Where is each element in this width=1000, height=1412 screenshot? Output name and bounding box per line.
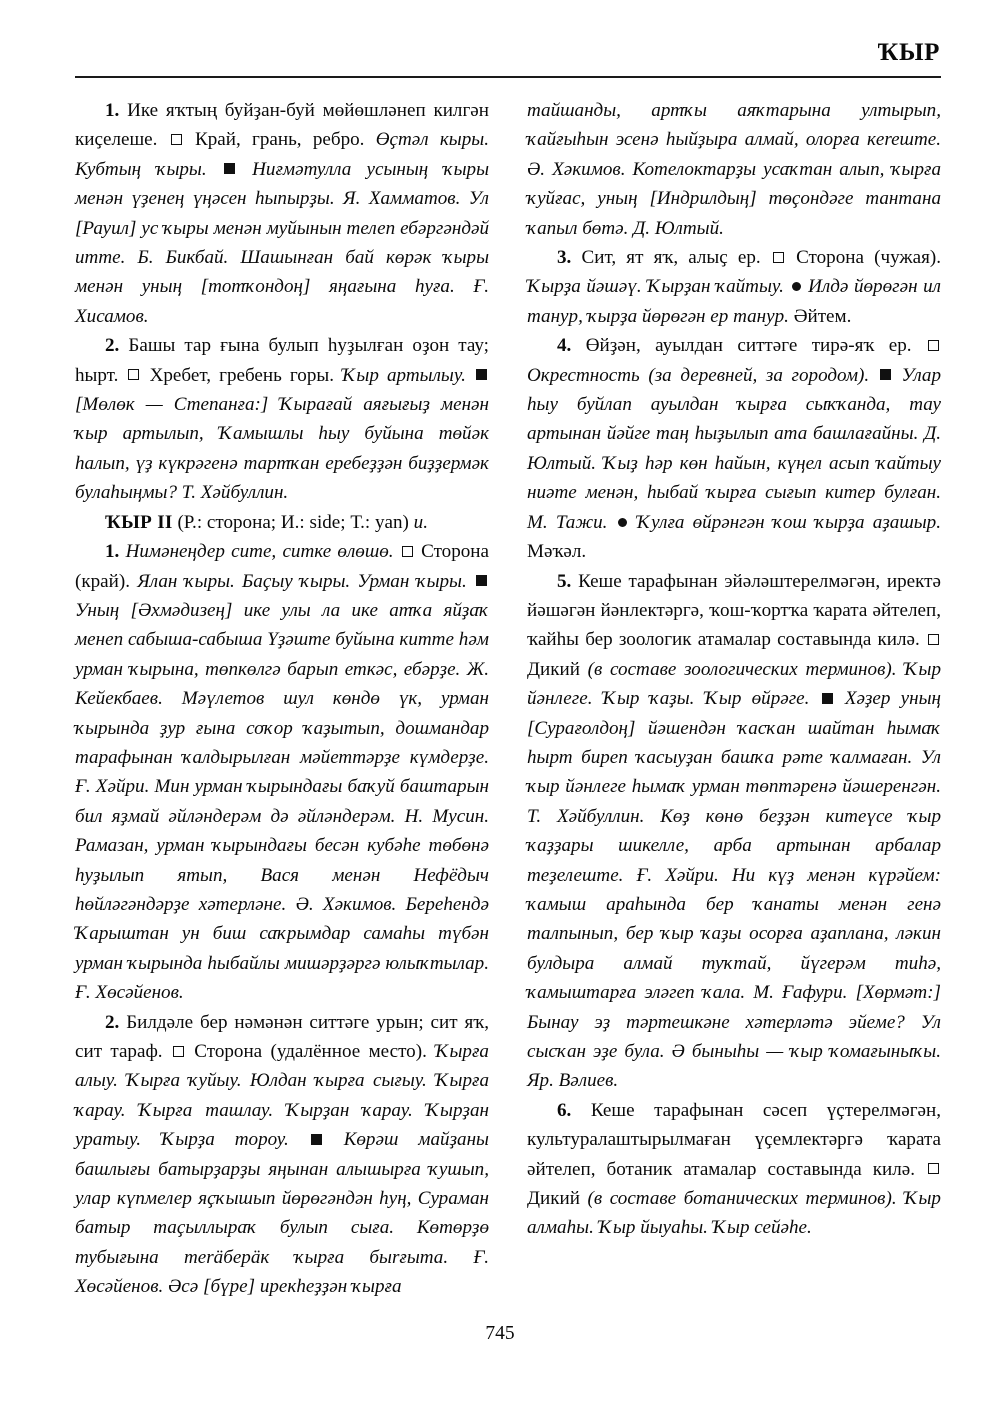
header-divider-rule (75, 76, 941, 78)
filled-square-marker-icon (476, 575, 487, 586)
sense-number: 5. (557, 570, 572, 592)
sense-number: 2. (105, 335, 120, 357)
body-columns (75, 96, 941, 1306)
bullet-dot-marker-icon (618, 518, 627, 527)
sense-definition: Кеше тарафынан сәсеп үҫтерелмәгән, культуралаштырылмаған үҫемлектәргә ҡарата әйтелеп, ботаник атамалар составында килә. (527, 1099, 941, 1180)
citations: Улар һыу буйлап ауылдан ҡырға сыҡҡанда, тау артынан йәйге таң һыҙылып ата башлағайны. Д. Юлтый. Ҡыҙ һәр көн һайын, күңел асып ҡайтыу ниәте менән, һыбай ҡырға сығып китер булған. М. Тажи. (527, 364, 942, 533)
collocations: Ҡыр артылыу. (342, 364, 466, 386)
filled-square-marker-icon (476, 369, 487, 380)
russian-gloss: Окрестность (за деревней, за городом). (527, 364, 870, 386)
filled-square-marker-icon (311, 1134, 322, 1145)
open-square-marker-icon (402, 546, 413, 557)
sense-entry (75, 331, 489, 507)
sense-entry (75, 537, 489, 1008)
sense-definition: Өйҙән, ауылдан ситтәге тирә-яҡ ер. (585, 335, 912, 357)
russian-gloss: Сторона (край). (75, 541, 490, 592)
open-square-marker-icon (928, 1163, 939, 1174)
sense-number: 1. (105, 100, 120, 121)
running-head (75, 38, 940, 72)
filled-square-marker-icon (822, 693, 833, 704)
open-square-marker-icon (173, 1046, 184, 1057)
collocations: Ҡырҙа йәшәү. Ҡырҙан ҡайтыу. (527, 276, 784, 298)
sense-number: 2. (105, 1011, 120, 1033)
sense-number: 3. (557, 247, 572, 269)
collocations: Өҫтәл кыры. Кубтың ҡыры. (75, 129, 489, 180)
open-square-marker-icon (128, 369, 139, 380)
part-of-speech: и. (413, 511, 428, 533)
sense-definition: Ике яҡтың буйҙан-буй мөйөшләнеп килгән киҫелеше. (75, 100, 489, 151)
citations: Хәҙер уның [Сурағолдоң] йәшендән ҡасҡан шайтан һымаҡ һырт биреп ҡасыуҙан башҡа рәте ҡалмаған. Ул ҡыр йәнлеге һымаҡ урман төптәренә йәшеренгән. Т. Хәйбуллин. Көҙ көнө беҙҙән китеүсе ҡыр ҡаҙҙары шикелле, арба артынан арбалар теҙелеште. Ғ. Хәйри. Ни күҙ менән күрәйем: ҡамыш араһында бер ҡанаты менән генә талпынып, бер ҡыр ҡаҙы осорға аҙаплана, ләкин булдыра алмай туҡтай, йүгерәм тиһә, ҡамыштарға эләгеп ҡала. М. Ғафури. [Хөрмәт:] Бынау эҙ тәртешкәне хәтерләтә эйеме? Ул сысҡан эҙе була. Ә быныһы — ҡыр ҡомағыныҡы. Яр. Вәлиев. (527, 688, 941, 1092)
open-square-marker-icon (773, 252, 784, 263)
sense-entry (75, 1008, 489, 1302)
filled-square-marker-icon (224, 163, 235, 174)
sense-definition: Башы тар ғына булып һуҙылған оҙон тау; һырт. (75, 335, 489, 386)
sense-entry (527, 567, 941, 1096)
citations: тайшанды, артҡы аяҡтарына ултырып, ҡайғыһын эсенә һыйҙыра алмай, олорға кereште. Ә. Хәкимов. Котелоктарҙы усаҡтан алып, ҡырға ҡуйғас, уның [Индрилдың] төҫондәге тантана ҡапыл бөтә. Д. Юлтый. (527, 100, 941, 239)
open-square-marker-icon (928, 634, 939, 645)
russian-gloss: Край, грань, ребро. (194, 129, 365, 151)
sense-number: 6. (557, 1099, 572, 1121)
proverb: Ҡулға өйрәнгән ҡош ҡырҙа аҙашыр. (636, 511, 941, 533)
sense-entry-continuation (527, 96, 941, 243)
sense-entry (527, 331, 941, 566)
sense-number: 1. (105, 541, 120, 563)
citations: Уның [Әхмәдизең] ике улы ла ике атҡа яйҙаҡ менеп сабыша-сабыша Үҙәште буйына китте һәм урман ҡырына, төпкөлгә барып еткәс, ебәрҙе. Ж. Кейекбаев. Мәүлетов шул көндө үк, урман ҡырында ҙур ғына соҡор ҡаҙытып, дошмандар тарафынан ҡалдырылған мәйеттәрҙе күмдерҙе. Ғ. Хәйри. Мин урман ҡырындағы баҡуй баштарын бил яҙмай әйләндерәм дә әйләндерәм. Н. Мусин. Рамазан, урман ҡырындағы бесән кубәһе төбөнә һуҙылып ятып, Вася менән Нефёдыч һөйләгәндәрҙе хәтерләне. Ә. Хәкимов. Береһендә Ҡарыштан ун биш саҡрымдар самаһы түбән урман ҡырында һыбайлы мишәрҙәргә юлыҡтылар. Ғ. Хөсәйенов. (75, 599, 489, 1004)
sense-definition: Сит, ят яҡ, алыҫ ер. (581, 247, 761, 269)
open-square-marker-icon (928, 340, 939, 351)
bullet-dot-marker-icon (792, 282, 801, 291)
collocations: Ҡыр йәнлеге. Ҡыр ҡаҙы. Ҡыр өйрәге. (527, 658, 942, 710)
proverb-source: Әйтем. (793, 305, 852, 327)
open-square-marker-icon (171, 134, 182, 145)
sense-entry (527, 243, 941, 331)
russian-gloss: Сторона (удалённое место). (194, 1041, 427, 1062)
sense-definition: Нимәнеңдер сите, ситке өлөшө. (125, 541, 394, 563)
russian-gloss: Сторона (чужая). (796, 247, 941, 269)
citations: Ниғмәтулла усының ҡыры менән үҙенең үңәсен һыпырҙы. Я. Хамматов. Ул [Рауил] ус ҡыры менән муйынын телеп ебәргәндәй итте. Б. Бикбай. Шашынған бай көрәк ҡыры менән уның [тотҡондоң] яңағына һуға. Ғ. Хисамов. (75, 158, 489, 327)
running-head-title: ҠЫР (877, 39, 940, 66)
russian-gloss-qualifier: (в составе ботанических терминов). (587, 1188, 897, 1210)
headword-entry (75, 508, 489, 537)
sense-number: 4. (557, 335, 572, 357)
sense-entry (75, 96, 489, 331)
headword: ҠЫР II (105, 511, 173, 533)
russian-gloss-lead: Дикий (527, 1188, 588, 1210)
proverb: Илдә йөрөгән ил танyр, ҡырҙа йөрөгән ер танyр. (527, 276, 942, 327)
sense-definition: Кеше тарафынан эйәләштерелмәгән, иректә йәшәгән йәнлектәргә, ҡош-ҡортҡа ҡарата әйтелеп, ҡайһы бер зоологик атамалар составында килә. (527, 570, 941, 651)
filled-square-marker-icon (880, 369, 891, 380)
citations: [Мөлөк — Степанға:] Ҡырағай аяғығыҙ менән ҡыр артылып, Ҡамышлы һыу буйына төйәк һалып, үҙ күкрәгенә тартҡан еребеҙҙән биҙҙермәк булаһыңмы? Т. Хәйбуллин. (75, 394, 489, 504)
headword-etymology: (Р.: сторона; И.: side; Т.: yan) (177, 511, 409, 533)
sense-definition: Билдәле бер нәмәнән ситтәге урын; сит яҡ, сит тараф. (75, 1011, 489, 1062)
left-column (75, 96, 489, 1306)
citations: Көрәш майҙаны башлығы батырҙарҙы яңынан алышырға ҡушып, улар күпмелер яҫҡышып йөрөгәндән һуң, Сураман батыр таҫыллыраҡ булып сыға. Көтөрҙө тубығына теräберäк ҡырға быrғыта. Ғ. Хөсәйенов. Әсә [бүре] ирекһеҙҙән ҡырға (75, 1129, 489, 1298)
collocations: Ҡырға алыу. Ҡырға ҡуйыу. Юлдан ҡырға сығыу. Ҡырға ҡарау. Ҡырға ташлау. Ҡырҙан ҡарау. Ҡырҙан уратыу. Ҡырҙа тороу. (75, 1041, 489, 1151)
sense-entry (527, 1096, 941, 1243)
russian-gloss: Хребет, гребень горы. (149, 364, 334, 386)
collocations: Ялан ҡыры. Баҫыу ҡыры. Урман ҡыры. (137, 570, 467, 592)
right-column (527, 96, 941, 1306)
russian-gloss-lead: Дикий (527, 658, 588, 680)
proverb-source: Мәҡәл. (527, 541, 587, 563)
collocations: Ҡыр алмаһы. Ҡыр йыуаһы. Ҡыр сейәһе. (527, 1188, 941, 1239)
page-number: 745 (485, 1323, 515, 1344)
russian-gloss-qualifier: (в составе зоологических терминов). (587, 658, 897, 680)
